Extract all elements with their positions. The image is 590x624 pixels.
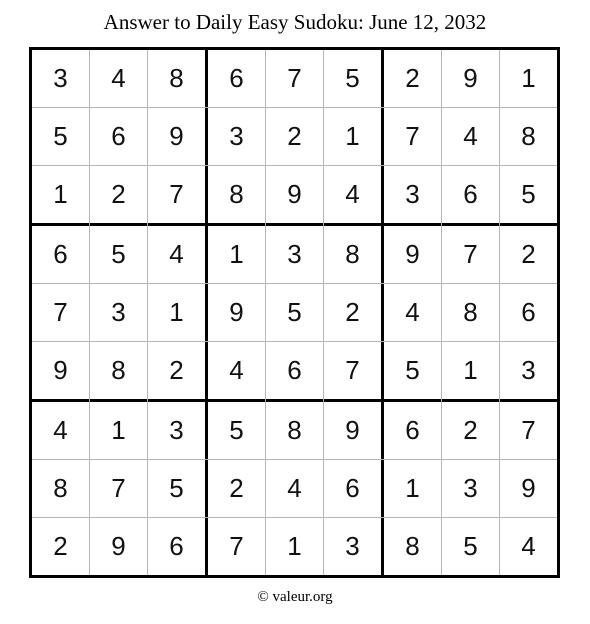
sudoku-cell-r8-c7: 1 [384, 460, 441, 517]
sudoku-cell-r7-c8: 2 [442, 402, 499, 459]
sudoku-cell-r8-c4: 2 [208, 460, 265, 517]
sudoku-cell-r8-c1: 8 [32, 460, 89, 517]
sudoku-cell-r6-c7: 5 [384, 342, 441, 399]
sudoku-cell-r3-c8: 6 [442, 166, 499, 223]
sudoku-cell-r2-c7: 7 [384, 108, 441, 165]
sudoku-cell-r4-c2: 5 [90, 226, 147, 283]
sudoku-cell-r5-c4: 9 [208, 284, 265, 341]
sudoku-cell-r7-c9: 7 [500, 402, 557, 459]
sudoku-cell-r6-c8: 1 [442, 342, 499, 399]
sudoku-cell-r9-c3: 6 [148, 518, 205, 575]
sudoku-cell-r2-c3: 9 [148, 108, 205, 165]
sudoku-cell-r7-c4: 5 [208, 402, 265, 459]
sudoku-cell-r4-c7: 9 [384, 226, 441, 283]
sudoku-cell-r1-c2: 4 [90, 50, 147, 107]
sudoku-cell-r8-c2: 7 [90, 460, 147, 517]
sudoku-cell-r3-c6: 4 [324, 166, 381, 223]
sudoku-cell-r2-c5: 2 [266, 108, 323, 165]
sudoku-cell-r3-c5: 9 [266, 166, 323, 223]
sudoku-grid [29, 47, 560, 578]
sudoku-cell-r8-c3: 5 [148, 460, 205, 517]
sudoku-cell-r4-c9: 2 [500, 226, 557, 283]
copyright-footer: © valeur.org [257, 589, 333, 605]
sudoku-cell-r3-c1: 1 [32, 166, 89, 223]
sudoku-cell-r1-c7: 2 [384, 50, 441, 107]
sudoku-cell-r1-c3: 8 [148, 50, 205, 107]
sudoku-cell-r7-c2: 1 [90, 402, 147, 459]
sudoku-cell-r6-c4: 4 [208, 342, 265, 399]
sudoku-cell-r1-c4: 6 [208, 50, 265, 107]
sudoku-cell-r7-c7: 6 [384, 402, 441, 459]
sudoku-cell-r2-c8: 4 [442, 108, 499, 165]
sudoku-cell-r3-c3: 7 [148, 166, 205, 223]
sudoku-cell-r1-c1: 3 [32, 50, 89, 107]
sudoku-cell-r9-c4: 7 [208, 518, 265, 575]
sudoku-cell-r7-c1: 4 [32, 402, 89, 459]
sudoku-cell-r3-c7: 3 [384, 166, 441, 223]
sudoku-cell-r4-c5: 3 [266, 226, 323, 283]
sudoku-cell-r2-c4: 3 [208, 108, 265, 165]
sudoku-cell-r1-c6: 5 [324, 50, 381, 107]
sudoku-cell-r5-c5: 5 [266, 284, 323, 341]
sudoku-cell-r5-c7: 4 [384, 284, 441, 341]
sudoku-cell-r9-c2: 9 [90, 518, 147, 575]
sudoku-cell-r2-c6: 1 [324, 108, 381, 165]
sudoku-cell-r8-c6: 6 [324, 460, 381, 517]
sudoku-cell-r5-c3: 1 [148, 284, 205, 341]
sudoku-cell-r7-c6: 9 [324, 402, 381, 459]
sudoku-cell-r9-c7: 8 [384, 518, 441, 575]
sudoku-cell-r9-c8: 5 [442, 518, 499, 575]
sudoku-cell-r8-c5: 4 [266, 460, 323, 517]
sudoku-cell-r6-c6: 7 [324, 342, 381, 399]
sudoku-cell-r6-c5: 6 [266, 342, 323, 399]
sudoku-cell-r9-c6: 3 [324, 518, 381, 575]
sudoku-cell-r4-c8: 7 [442, 226, 499, 283]
sudoku-cell-r7-c3: 3 [148, 402, 205, 459]
sudoku-cell-r1-c5: 7 [266, 50, 323, 107]
sudoku-cell-r5-c2: 3 [90, 284, 147, 341]
page-title: Answer to Daily Easy Sudoku: June 12, 2032 [103, 10, 487, 34]
sudoku-cell-r9-c1: 2 [32, 518, 89, 575]
sudoku-cell-r2-c1: 5 [32, 108, 89, 165]
sudoku-cell-r1-c8: 9 [442, 50, 499, 107]
sudoku-cell-r4-c4: 1 [208, 226, 265, 283]
sudoku-cell-r5-c8: 8 [442, 284, 499, 341]
sudoku-cell-r8-c8: 3 [442, 460, 499, 517]
sudoku-cell-r5-c6: 2 [324, 284, 381, 341]
sudoku-cell-r5-c1: 7 [32, 284, 89, 341]
sudoku-cell-r3-c4: 8 [208, 166, 265, 223]
sudoku-cell-r1-c9: 1 [500, 50, 557, 107]
sudoku-cell-r6-c9: 3 [500, 342, 557, 399]
sudoku-cell-r7-c5: 8 [266, 402, 323, 459]
sudoku-cell-r3-c2: 2 [90, 166, 147, 223]
sudoku-cell-r4-c6: 8 [324, 226, 381, 283]
sudoku-cell-r9-c5: 1 [266, 518, 323, 575]
sudoku-cell-r6-c3: 2 [148, 342, 205, 399]
sudoku-cell-r9-c9: 4 [500, 518, 557, 575]
sudoku-cell-r2-c2: 6 [90, 108, 147, 165]
sudoku-cell-r5-c9: 6 [500, 284, 557, 341]
sudoku-cell-r4-c3: 4 [148, 226, 205, 283]
sudoku-cell-r2-c9: 8 [500, 108, 557, 165]
sudoku-cell-r6-c2: 8 [90, 342, 147, 399]
sudoku-cell-r3-c9: 5 [500, 166, 557, 223]
sudoku-cell-r6-c1: 9 [32, 342, 89, 399]
sudoku-cell-r8-c9: 9 [500, 460, 557, 517]
sudoku-cell-r4-c1: 6 [32, 226, 89, 283]
